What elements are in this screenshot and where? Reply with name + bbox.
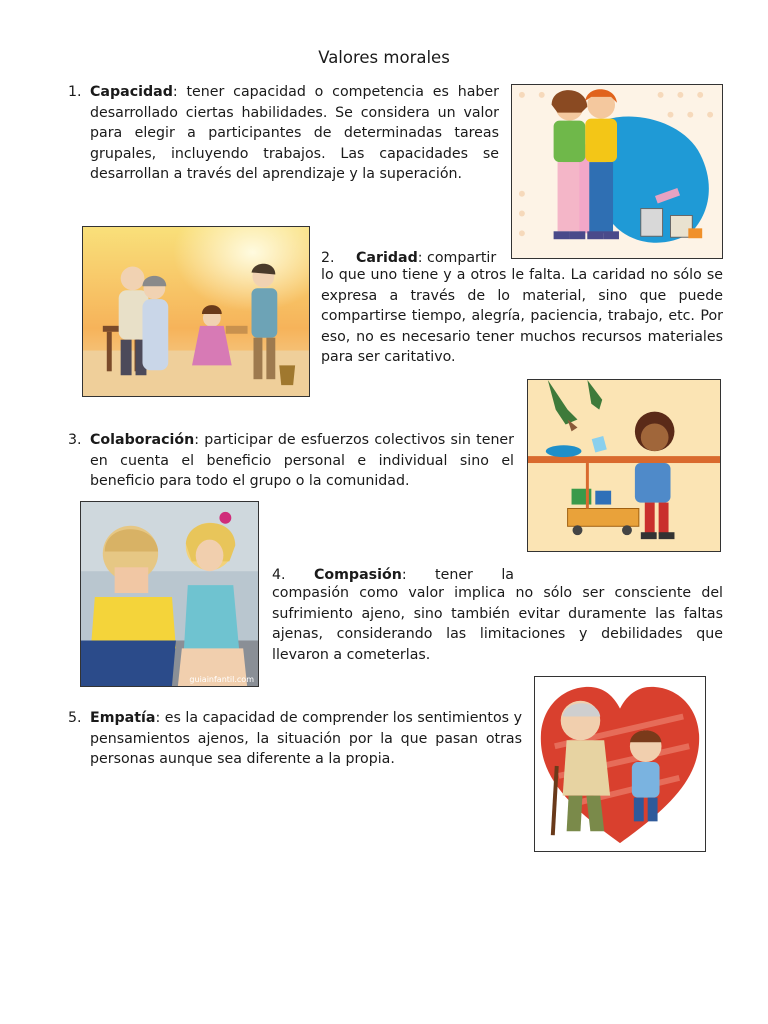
def-empatia: : es la capacidad de comprender los sentimientos y pensamientos ajenos, la situación por la que pasan otras personas aunque sea diferente a la propia. (90, 710, 522, 767)
def-colaboracion: : participar de esfuerzos colectivos sin tener en cuenta el beneficio personal e individual sino el beneficio para todo el grupo o la comunidad. (90, 432, 514, 489)
item-number: 2. (321, 250, 335, 266)
item-number: 1. (68, 84, 82, 100)
girl-consoling-boy-photo (80, 501, 259, 687)
children-arguing-illustration (511, 84, 723, 259)
page-title: Valores morales (318, 48, 450, 67)
item-empatia (90, 708, 522, 770)
term-capacidad: Capacidad (90, 84, 173, 100)
item-number: 4. (272, 567, 286, 583)
def-compasion-rest: compasión como valor implica no sólo ser consciente del sufrimiento ajeno, sino también evitar duramente las faltas ajenas, considerando las limitaciones y debilidades que llevaron a cometerlas. (272, 585, 723, 663)
child-helping-table-illustration (527, 379, 721, 552)
grandfather-and-boy-heart-illustration (534, 676, 706, 852)
term-colaboracion: Colaboración (90, 432, 195, 448)
term-empatia: Empatía (90, 710, 156, 726)
def-compasion-a: : (401, 567, 407, 583)
item-capacidad (90, 82, 499, 185)
def-compasion-c: la (501, 567, 514, 583)
def-capacidad: : tener capacidad o competencia es haber desarrollado ciertas habilidades. Se considera un valor para elegir a participantes de determinadas tareas grupales, incluyendo trabajos. Las capacidades se desarrollan a través del aprendizaje y la superación. (90, 84, 499, 182)
term-caridad: Caridad (356, 250, 418, 266)
def-compasion-b: tener (435, 567, 473, 583)
def-caridad-rest: lo que uno tiene y a otros le falta. La caridad no sólo se expresa a través de lo material, sino que puede compartirse tiempo, alegría, paciencia, trabajo, etc. Por eso, no es necesario tener muchos recursos materiales para ser caritativo. (321, 267, 723, 365)
def-caridad-start: : compartir (417, 250, 497, 266)
item-number: 5. (68, 710, 82, 726)
term-compasion: Compasión (313, 567, 402, 583)
item-number: 3. (68, 432, 82, 448)
family-sharing-bread-illustration (82, 226, 310, 397)
photo-credit-caption: guiainfantil.com (189, 675, 254, 684)
item-colaboracion (90, 430, 514, 492)
